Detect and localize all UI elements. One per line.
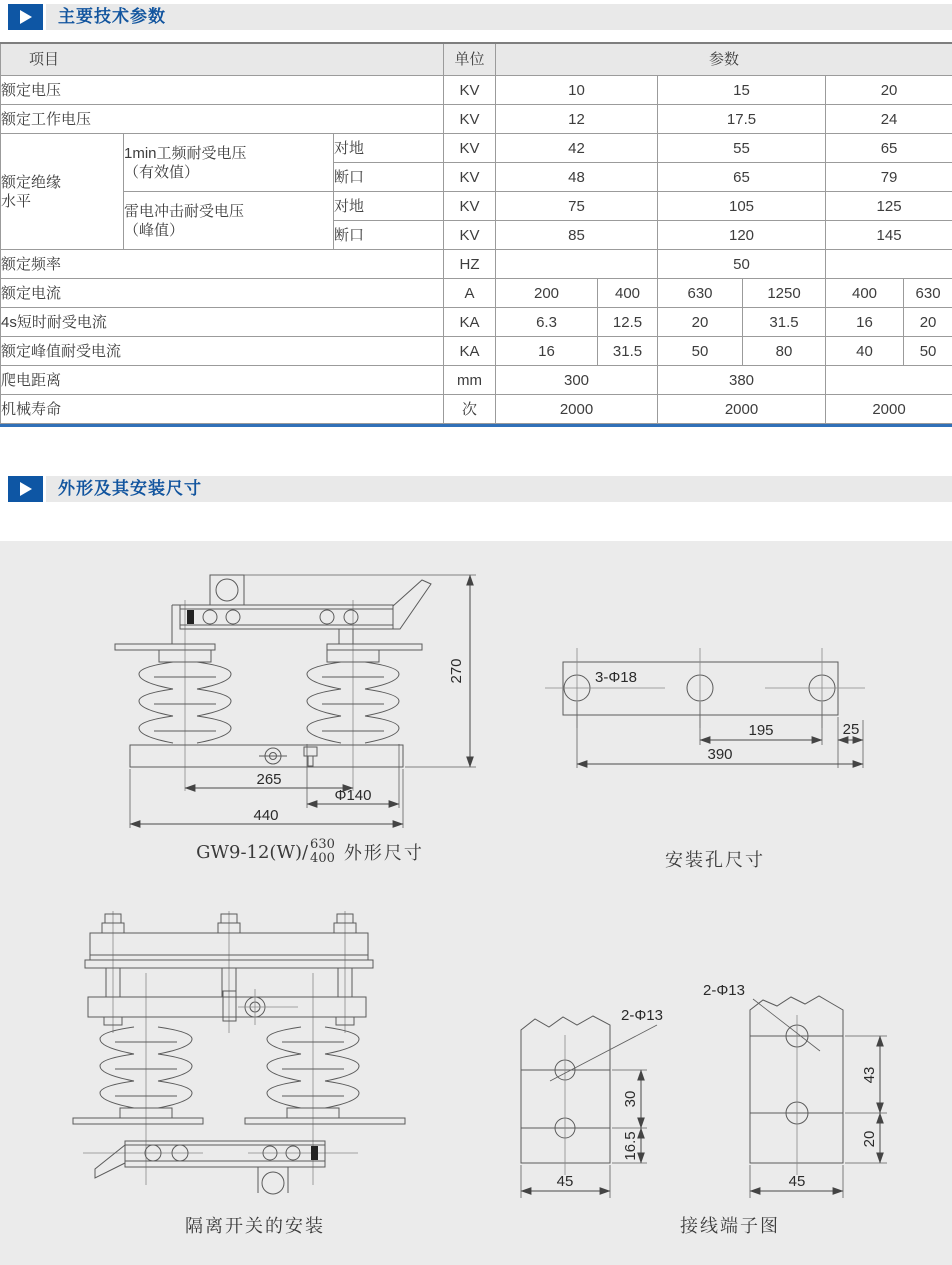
value-cell: 42 bbox=[496, 134, 658, 163]
unit-cell: mm bbox=[444, 366, 496, 395]
label-line: 1min工频耐受电压 bbox=[124, 144, 247, 162]
dimensions bbox=[577, 702, 863, 768]
table-row bbox=[1, 134, 952, 163]
value-cell: 75 bbox=[496, 192, 658, 221]
value-cell: 31.5 bbox=[598, 337, 658, 366]
row-label: 额定电压 bbox=[1, 76, 444, 105]
installation-caption: 隔离开关的安装 bbox=[185, 1216, 325, 1237]
row-sublabel: 断口 bbox=[334, 163, 444, 192]
value-cell: 80 bbox=[743, 337, 826, 366]
section-title: 主要技术参数 bbox=[58, 7, 166, 26]
center-lines bbox=[545, 648, 865, 728]
switch-structure bbox=[115, 575, 431, 662]
drawings-panel bbox=[0, 541, 952, 1265]
table-row bbox=[1, 308, 952, 337]
value-cell: 12 bbox=[496, 105, 658, 134]
unit-cell: A bbox=[444, 279, 496, 308]
terminal-drawing bbox=[505, 983, 952, 1208]
col-header-param: 参数 bbox=[496, 43, 952, 76]
value-cell: 31.5 bbox=[743, 308, 826, 337]
terminal-plate-right bbox=[703, 982, 887, 1198]
fraction-denominator: 400 bbox=[310, 851, 335, 866]
label-line: （峰值） bbox=[124, 221, 185, 239]
unit-cell: KV bbox=[444, 134, 496, 163]
value-cell: 2000 bbox=[826, 395, 952, 424]
unit-cell: KA bbox=[444, 308, 496, 337]
value-cell: 55 bbox=[658, 134, 826, 163]
value-cell: 48 bbox=[496, 163, 658, 192]
value-cell: 120 bbox=[658, 221, 826, 250]
value-cell: 65 bbox=[658, 163, 826, 192]
value-cell: 630 bbox=[658, 279, 743, 308]
dim-25: 25 bbox=[842, 721, 860, 738]
row-label: 额定电流 bbox=[1, 279, 444, 308]
table-row bbox=[1, 192, 952, 221]
value-cell: 40 bbox=[826, 337, 904, 366]
value-cell: 400 bbox=[826, 279, 904, 308]
holes-label: 3-Φ18 bbox=[595, 669, 637, 686]
terminal-caption: 接线端子图 bbox=[680, 1216, 780, 1237]
section-marker-square bbox=[8, 476, 43, 502]
installation-drawing bbox=[63, 903, 463, 1193]
dim-dia140: Φ140 bbox=[334, 787, 372, 804]
table-row bbox=[1, 105, 952, 134]
row-sublabel: 对地 bbox=[334, 134, 444, 163]
value-cell: 6.3 bbox=[496, 308, 598, 337]
outline-drawing bbox=[95, 560, 525, 835]
mounting-caption: 安装孔尺寸 bbox=[665, 850, 765, 871]
row-label-insulation bbox=[1, 134, 124, 250]
value-cell: 400 bbox=[598, 279, 658, 308]
col-header-unit: 单位 bbox=[444, 43, 496, 76]
unit-cell: KA bbox=[444, 337, 496, 366]
value-cell: 20 bbox=[658, 308, 743, 337]
lower-assembly bbox=[73, 1108, 405, 1194]
unit-cell: KV bbox=[444, 163, 496, 192]
table-row bbox=[1, 395, 952, 424]
value-cell: 145 bbox=[826, 221, 952, 250]
mounting-holes-drawing bbox=[535, 640, 950, 790]
value-cell: 630 bbox=[904, 279, 952, 308]
table-header-row bbox=[1, 43, 952, 76]
dim-16-5: 16.5 bbox=[622, 1131, 639, 1161]
label-line: 额定绝缘 bbox=[1, 173, 62, 191]
row-sublabel: 对地 bbox=[334, 192, 444, 221]
label-line: （有效值） bbox=[124, 163, 200, 181]
dimensions bbox=[130, 575, 476, 828]
value-cell: 50 bbox=[658, 337, 743, 366]
fraction-numerator: 630 bbox=[310, 837, 335, 852]
value-cell: 1250 bbox=[743, 279, 826, 308]
table-row bbox=[1, 76, 952, 105]
row-sublabel: 断口 bbox=[334, 221, 444, 250]
dim-45: 45 bbox=[556, 1173, 574, 1190]
value-cell bbox=[496, 250, 658, 279]
value-cell: 79 bbox=[826, 163, 952, 192]
value-cell: 200 bbox=[496, 279, 598, 308]
value-cell: 10 bbox=[496, 76, 658, 105]
table-row bbox=[1, 250, 952, 279]
value-cell: 85 bbox=[496, 221, 658, 250]
row-label: 机械寿命 bbox=[1, 395, 444, 424]
caption-suffix: 外形尺寸 bbox=[343, 843, 424, 864]
section-header-main-parameters bbox=[0, 4, 952, 30]
dim-265: 265 bbox=[256, 771, 282, 788]
value-cell: 300 bbox=[496, 366, 658, 395]
value-cell: 16 bbox=[826, 308, 904, 337]
row-label: 额定工作电压 bbox=[1, 105, 444, 134]
row-label: 爬电距离 bbox=[1, 366, 444, 395]
dim-30: 30 bbox=[622, 1090, 639, 1108]
value-cell: 2000 bbox=[658, 395, 826, 424]
dim-20: 20 bbox=[861, 1130, 878, 1148]
table-row bbox=[1, 337, 952, 366]
row-label: 4s短时耐受电流 bbox=[1, 308, 444, 337]
switch-base bbox=[88, 989, 366, 1025]
dim-390: 390 bbox=[707, 746, 733, 763]
value-cell: 2000 bbox=[496, 395, 658, 424]
unit-cell: KV bbox=[444, 105, 496, 134]
technical-parameters-table bbox=[0, 42, 952, 424]
dim-45: 45 bbox=[788, 1173, 806, 1190]
value-cell: 105 bbox=[658, 192, 826, 221]
table-row bbox=[1, 366, 952, 395]
unit-cell: HZ bbox=[444, 250, 496, 279]
value-cell: 24 bbox=[826, 105, 952, 134]
table-row bbox=[1, 279, 952, 308]
dim-195: 195 bbox=[748, 722, 774, 739]
dim-440: 440 bbox=[253, 807, 279, 824]
section-title: 外形及其安装尺寸 bbox=[58, 479, 202, 498]
outline-caption bbox=[95, 838, 525, 866]
col-header-item: 项目 bbox=[1, 43, 444, 76]
play-triangle-icon bbox=[20, 10, 32, 24]
value-cell: 20 bbox=[904, 308, 952, 337]
unit-cell: KV bbox=[444, 192, 496, 221]
unit-cell: 次 bbox=[444, 395, 496, 424]
holes-label: 2-Φ13 bbox=[703, 982, 745, 999]
value-cell: 20 bbox=[826, 76, 952, 105]
value-cell: 17.5 bbox=[658, 105, 826, 134]
row-label-lightning bbox=[124, 192, 334, 250]
value-cell: 12.5 bbox=[598, 308, 658, 337]
value-cell: 50 bbox=[658, 250, 826, 279]
unit-cell: KV bbox=[444, 221, 496, 250]
value-cell: 65 bbox=[826, 134, 952, 163]
caption-fraction bbox=[310, 838, 335, 866]
value-cell bbox=[826, 250, 952, 279]
caption-prefix: GW9-12(W)/ bbox=[196, 841, 309, 863]
section-marker-square bbox=[8, 4, 43, 30]
unit-cell: KV bbox=[444, 76, 496, 105]
value-cell: 16 bbox=[496, 337, 598, 366]
center-lines bbox=[83, 911, 358, 1185]
label-line: 雷电冲击耐受电压 bbox=[124, 202, 245, 220]
table-bottom-rule bbox=[0, 424, 952, 427]
section-header-dimensions bbox=[0, 476, 952, 502]
value-cell bbox=[826, 366, 952, 395]
row-label: 额定峰值耐受电流 bbox=[1, 337, 444, 366]
dim-270: 270 bbox=[448, 658, 465, 684]
play-triangle-icon bbox=[20, 482, 32, 496]
row-label: 额定频率 bbox=[1, 250, 444, 279]
terminal-plate-left bbox=[521, 1007, 663, 1198]
value-cell: 50 bbox=[904, 337, 952, 366]
dim-43: 43 bbox=[861, 1066, 878, 1084]
section-header-bar bbox=[46, 4, 952, 30]
value-cell: 380 bbox=[658, 366, 826, 395]
holes-label: 2-Φ13 bbox=[621, 1007, 663, 1024]
label-line: 水平 bbox=[1, 192, 32, 210]
value-cell: 15 bbox=[658, 76, 826, 105]
base-plate bbox=[130, 745, 403, 767]
value-cell: 125 bbox=[826, 192, 952, 221]
row-label-power-freq bbox=[124, 134, 334, 192]
